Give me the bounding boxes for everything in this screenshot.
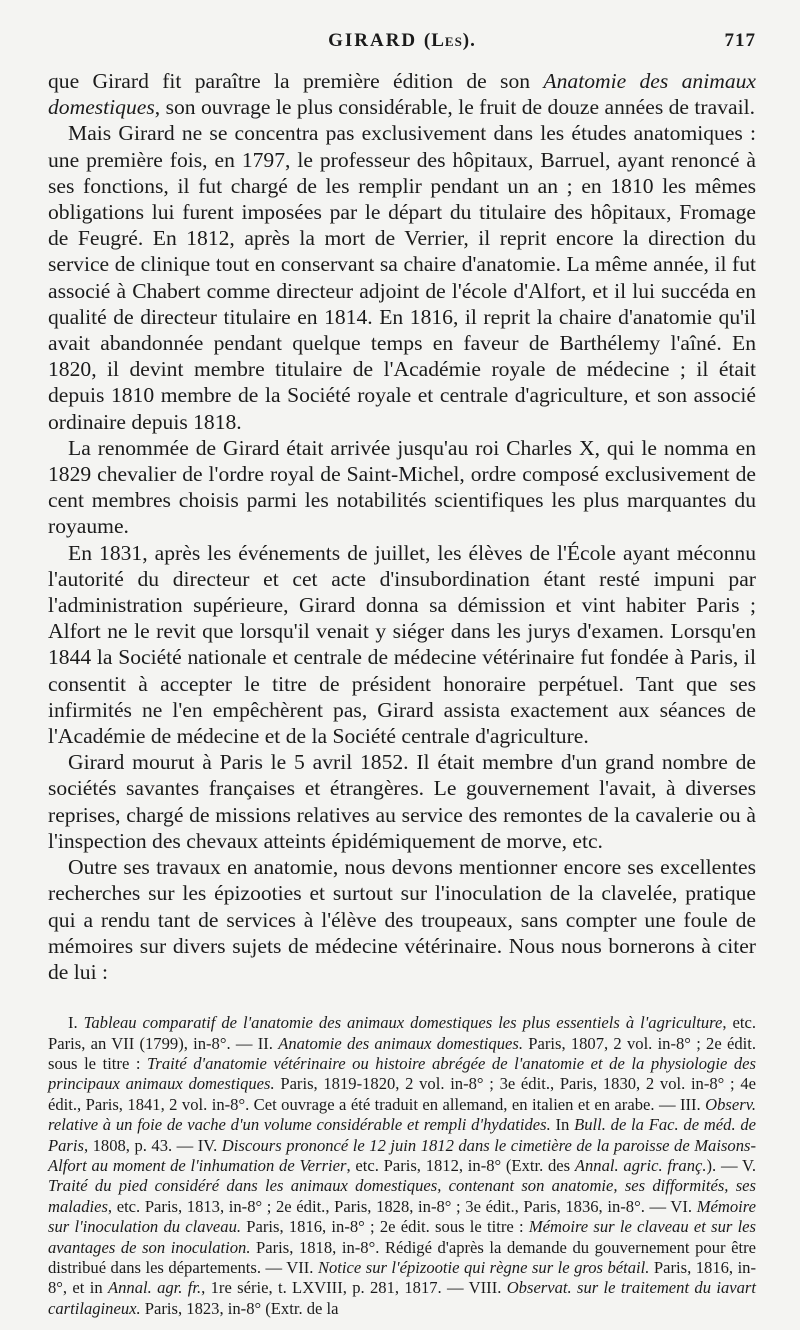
paragraph-6: Outre ses travaux en anatomie, nous devons mentionner encore ses excellentes recherches sur les épizooties et surtout sur l'inoculation de la clavelée, pratique qui a rendu tant de services à l'élève des troupeaux, sans compter une foule de mémoires sur divers sujets de médecine vétérinaire. Nous nous bornerons à citer de lui :	[48, 855, 756, 984]
fn-segment: , etc. Paris, an VII (1799), in-8°. — II.	[48, 1013, 756, 1053]
fn-title: Traité d'anatomie vétérinaire ou histoire abrégée de l'anatomie et de la physiologie des principaux animaux domestiques.	[48, 1053, 757, 1094]
fn-title: Bull. de la Fac. de méd. de Paris	[48, 1115, 757, 1155]
paragraph-3: La renommée de Girard était arrivée jusqu'au roi Charles X, qui le nomma en 1829 chevalier de l'ordre royal de Saint-Michel, ordre composé exclusivement de cent membres choisis parmi les notabilités scientifiques les plus marquantes du royaume.	[48, 435, 756, 539]
book-title-anatomie: Anatomie des animaux domestiques	[48, 69, 756, 120]
paragraph-1-text-b: , son ouvrage le plus considérable, le fruit de douze années de travail.	[154, 95, 755, 120]
fn-segment: Paris, 1819-1820, 2 vol. in-8° ; 3e édit., Paris, 1830, 2 vol. in-8° ; 4e édit., Paris, 1841, 2 vol. in-8°. Cet ouvrage a été traduit en allemand, en italien et en arabe. — III.	[48, 1074, 756, 1114]
paragraph-1-text-a: que Girard fit paraître la première édition de son	[48, 69, 544, 93]
paragraph-5: Girard mourut à Paris le 5 avril 1852. Il était membre d'un grand nombre de sociétés savantes françaises et étrangères. Le gouvernement l'avait, à diverses reprises, chargé de missions relatives au service des remontes de la cavalerie ou à l'inspection des chevaux atteints épidémiquement de morve, etc.	[48, 750, 756, 853]
bibliography-footnote	[48, 1013, 756, 1319]
fn-title: Observat. sur le traitement du iavart cartilagineux.	[48, 1278, 756, 1318]
fn-segment: In	[550, 1115, 575, 1135]
page-header	[48, 30, 756, 58]
running-head-subtitle: (Les).	[423, 30, 476, 51]
paragraph-4: En 1831, après les événements de juillet, les élèves de l'École ayant méconnu l'autorité du directeur et cet acte d'insubordination étant resté impuni par l'administration supérieure, Girard donna sa démission et vint habiter Paris ; Alfort ne le revit que lorsqu'il venait y siéger dans les jurys d'examen. Lorsqu'en 1844 la Société nationale et centrale de médecine vétérinaire fut fondée à Paris, il consentit à accepter le titre de président honoraire perpétuel. Tant que ses infirmités ne l'en empêchèrent pas, Girard assista exactement aux séances de l'Académie de médecine et de la Société centrale d'agriculture.	[48, 540, 756, 749]
fn-segment: Paris, 1816, in-8° ; 2e édit. sous le titre :	[241, 1217, 529, 1237]
page-number: 717	[724, 30, 756, 51]
body-text	[48, 68, 756, 985]
bibliography-list	[48, 1013, 756, 1319]
fn-segment: I.	[68, 1013, 84, 1033]
fn-segment: Paris, 1818, in-8°. Rédigé d'après la demande du gouvernement pour être distribué dans les départements. — VII.	[48, 1237, 756, 1277]
fn-title: Annal. agric. franç.	[574, 1155, 707, 1175]
paragraph-1	[48, 68, 756, 120]
running-head	[48, 30, 756, 52]
fn-segment: Paris, 1823, in-8° (Extr. de la	[140, 1298, 339, 1318]
fn-segment: Paris, 1816, in-8°, et in	[48, 1257, 756, 1298]
fn-segment: , etc. Paris, 1813, in-8° ; 2e édit., Paris, 1828, in-8° ; 3e édit., Paris, 1836, in-8°. — VI.	[107, 1196, 697, 1216]
fn-segment: , 1re série, t. LXVIII, p. 281, 1817. — VIII.	[201, 1278, 507, 1298]
fn-title: Mémoire sur l'inoculation du claveau.	[48, 1196, 756, 1237]
fn-title: Mémoire sur le claveau et sur les avantages de son inoculation.	[48, 1217, 756, 1257]
fn-title: Anatomie des animaux domestiques.	[278, 1033, 523, 1053]
paragraph-2: Mais Girard ne se concentra pas exclusivement dans les études anatomiques : une première fois, en 1797, le professeur des hôpitaux, Barruel, ayant renoncé à ses fonctions, il fut chargé de les remplir pendant un an ; en 1810 les mêmes obligations lui furent imposées par le départ du titulaire des hôpitaux, Fromage de Feugré. En 1812, après la mort de Verrier, il reprit encore la direction du service de clinique tout en conservant sa chaire d'anatomie. La même année, il fut associé à Chabert comme directeur adjoint de l'école d'Alfort, et il lui succéda en qualité de directeur titulaire en 1814. En 1816, il reprit la chaire d'anatomie qu'il avait abandonnée pendant quelque temps en faveur de Barthélemy l'aîné. En 1820, il devint membre titulaire de l'Académie royale de médecine ; il était depuis 1810 membre de la Société royale et centrale d'agriculture, et son associé ordinaire depuis 1818.	[48, 121, 756, 434]
fn-segment: ). — V.	[706, 1155, 756, 1175]
fn-title: Discours prononcé le 12 juin 1812 dans le cimetière de la paroisse de Maisons-Alfort au moment de l'inhumation de Verrier	[48, 1135, 756, 1175]
fn-title: Notice sur l'épizootie qui règne sur le gros bétail.	[317, 1257, 650, 1277]
fn-segment: , etc. Paris, 1812, in-8° (Extr. des	[346, 1155, 575, 1175]
fn-title: Tableau comparatif de l'anatomie des animaux domestiques les plus essentiels à l'agriculture	[83, 1013, 723, 1033]
fn-segment: , 1808, p. 43. — IV.	[83, 1135, 222, 1155]
fn-title: Annal. agr. fr.	[107, 1278, 202, 1298]
fn-title: Observ. relative à un foie de vache d'un volume considérable et rempli d'hydatides.	[48, 1094, 756, 1135]
running-head-title: GIRARD	[328, 30, 418, 51]
fn-segment: Paris, 1807, 2 vol. in-8° ; 2e édit. sous le titre :	[48, 1033, 756, 1073]
fn-title: Traité du pied considéré dans les animaux domestiques, contenant son anatomie, ses difformités, ses maladies	[48, 1176, 756, 1216]
